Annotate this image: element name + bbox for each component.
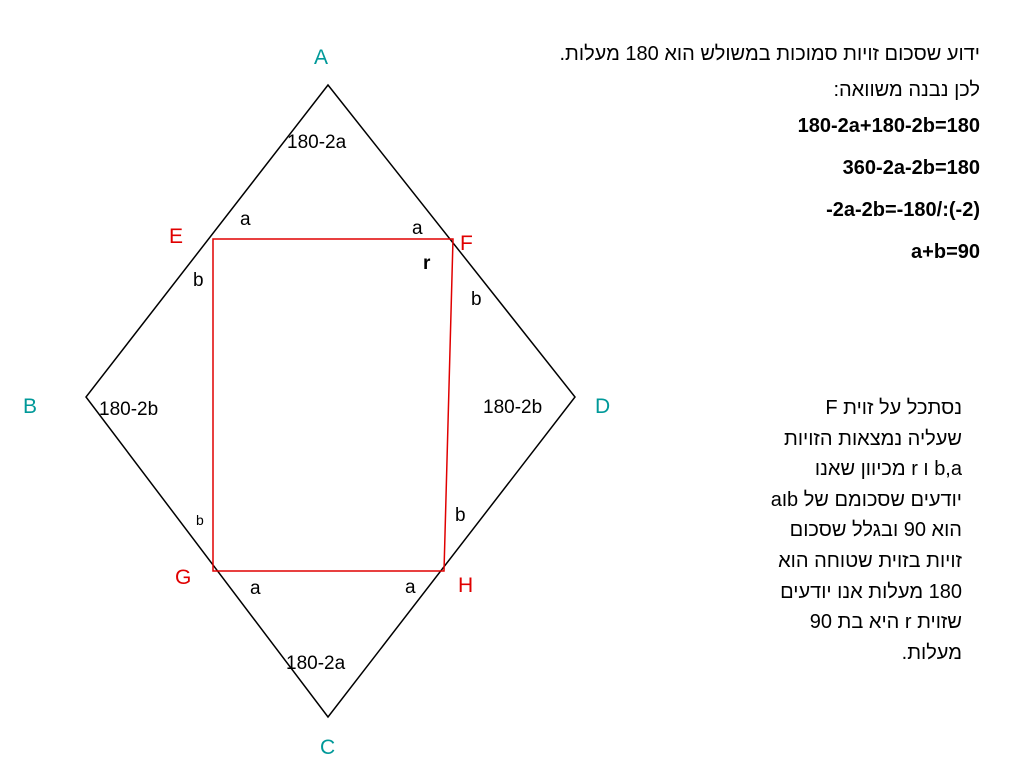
equation-1: 180-2a+180-2b=180 [797,115,980,137]
angle-label-f-b: b [471,289,482,310]
explanation-right-line: שעליה נמצאות הזויות [784,427,962,450]
vertex-label-f: F [460,232,473,255]
explanation-right-line: שזוית r היא בת 90 [809,611,962,634]
equation-4: a+b=90 [911,241,980,263]
angle-label-c: 180-2a [286,653,346,674]
angle-label-a: 180-2a [287,132,347,153]
explanation-right-line: נסתכל על זוית F [825,397,962,419]
vertex-label-g: G [175,566,192,589]
angle-label-h-b: b [455,505,466,526]
vertex-label-h: H [458,574,474,597]
vertex-label-d: D [595,395,611,418]
vertex-label-a: A [314,46,329,69]
equation-3: -2a-2b=-180/:(-2) [826,199,980,221]
angle-label-e-b: b [193,270,204,291]
explanation-right-line: b,a ו r מכיוון שאנו [814,458,962,481]
angle-label-g-b: b [196,512,204,528]
vertex-label-b: B [23,395,38,418]
angle-label-d: 180-2b [483,397,543,418]
angle-label-f-r: r [423,253,431,274]
explanation-right-line: 180 מעלות אנו יודעים [780,580,962,603]
angle-label-g-a: a [250,578,261,599]
explanation-right-line: יודעים שסכומם של bוa [770,488,962,511]
explanation-line-2: לכן נבנה משוואה: [833,79,980,101]
equation-2: 360-2a-2b=180 [842,157,980,179]
angle-label-b: 180-2b [99,399,159,420]
vertex-label-c: C [320,736,336,759]
explanation-top [520,42,980,282]
explanation-line-1: ידוע שסכום זויות סמוכות במשולש הוא 180 מעלות. [559,43,980,65]
vertex-label-e: E [169,225,184,248]
angle-label-f-a: a [412,218,423,239]
explanation-right-line: זויות בזוית שטוחה הוא [778,549,962,572]
rectangle-efhg [213,239,453,571]
explanation-right [702,393,962,668]
angle-label-e-a: a [240,209,251,230]
explanation-right-line: מעלות. [901,641,962,664]
angle-label-h-a: a [405,577,416,598]
explanation-right-line: הוא 90 ובגלל שסכום [789,519,962,542]
